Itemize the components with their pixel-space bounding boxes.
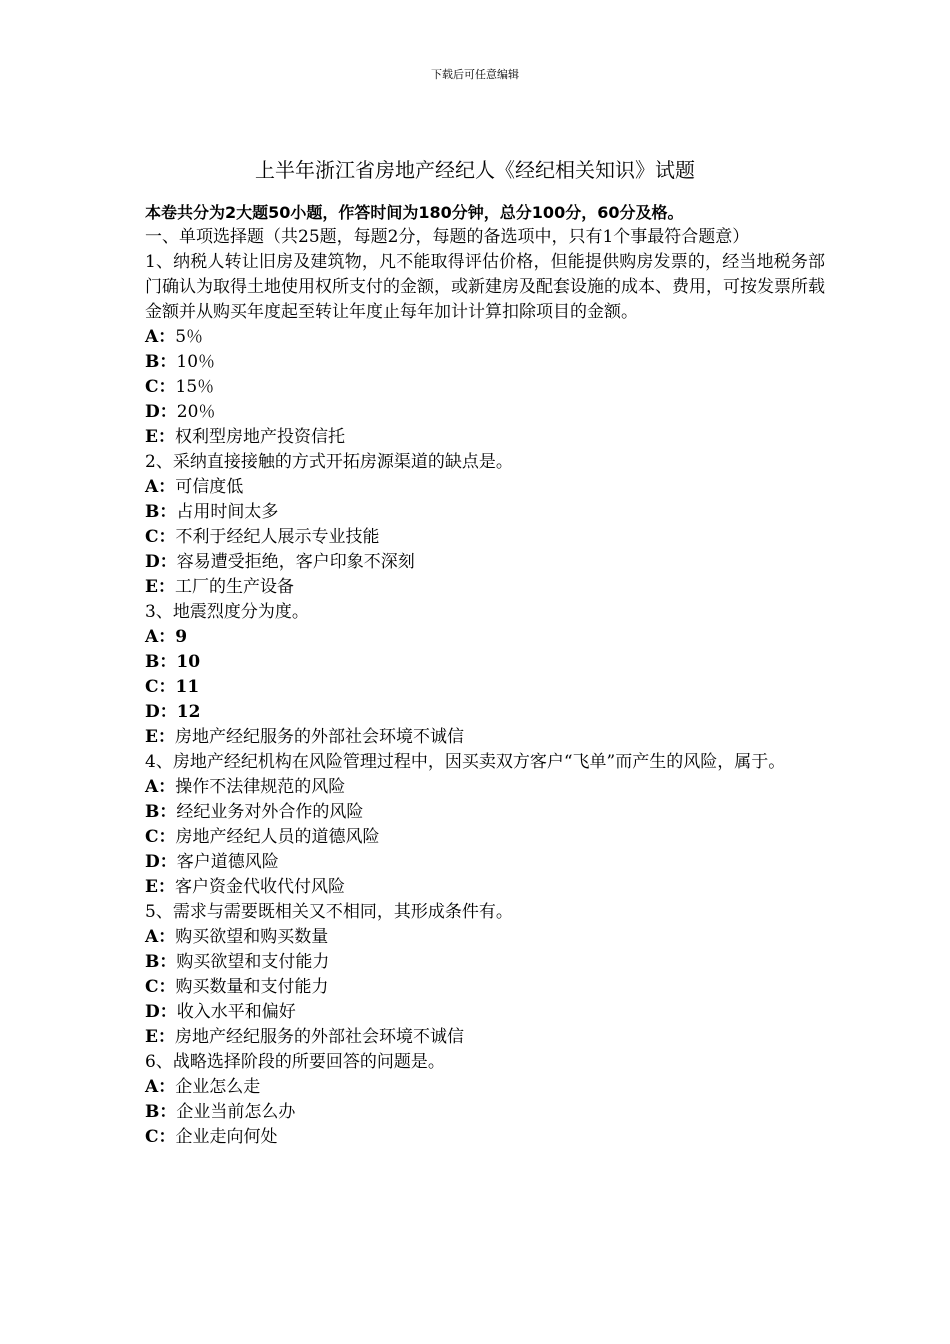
option-letter: B： <box>145 502 177 522</box>
option-letter: E： <box>145 877 175 897</box>
option-letter: D： <box>145 702 177 722</box>
option-text: 容易遭受拒绝，客户印象不深刻 <box>176 552 415 572</box>
question-block <box>145 600 825 750</box>
question-text: 4、房地产经纪机构在风险管理过程中，因买卖双方客户“飞单”而产生的风险，属于。 <box>145 752 786 772</box>
answer-option <box>145 775 825 800</box>
answer-option <box>145 425 825 450</box>
option-text: 9 <box>175 627 188 647</box>
answer-option <box>145 550 825 575</box>
answer-option <box>145 1125 825 1150</box>
option-letter: D： <box>145 402 177 422</box>
option-text: 5％ <box>175 327 204 347</box>
option-text: 企业当前怎么办 <box>176 1102 296 1122</box>
option-letter: A： <box>145 627 176 647</box>
answer-option <box>145 1075 825 1100</box>
option-letter: C： <box>145 827 176 847</box>
option-letter: D： <box>145 852 177 872</box>
option-text: 不利于经纪人展示专业技能 <box>175 527 380 547</box>
option-text: 购买欲望和购买数量 <box>175 927 329 947</box>
option-letter: E： <box>145 577 175 597</box>
question-block <box>145 1050 825 1150</box>
answer-option <box>145 950 825 975</box>
answer-option <box>145 375 825 400</box>
option-text: 购买数量和支付能力 <box>175 977 329 997</box>
answer-option <box>145 925 825 950</box>
option-letter: E： <box>145 427 175 447</box>
option-text: 经纪业务对外合作的风险 <box>176 802 364 822</box>
option-letter: A： <box>145 327 176 347</box>
option-text: 15％ <box>175 377 215 397</box>
option-text: 房地产经纪服务的外部社会环境不诚信 <box>174 727 464 747</box>
option-text: 购买欲望和支付能力 <box>176 952 330 972</box>
exam-intro: 本卷共分为2大题50小题，作答时间为180分钟，总分100分，60分及格。 <box>145 203 684 222</box>
option-letter: B： <box>145 1102 177 1122</box>
question-block <box>145 450 825 600</box>
option-letter: B： <box>145 952 177 972</box>
answer-option <box>145 675 825 700</box>
answer-option <box>145 1000 825 1025</box>
answer-option <box>145 800 825 825</box>
option-letter: A： <box>145 1077 176 1097</box>
option-text: 权利型房地产投资信托 <box>174 427 345 447</box>
answer-option <box>145 1025 825 1050</box>
question-text: 2、采纳直接接触的方式开拓房源渠道的缺点是。 <box>145 452 513 472</box>
answer-option <box>145 400 825 425</box>
question-block <box>145 750 825 900</box>
option-letter: D： <box>145 552 177 572</box>
answer-option <box>145 825 825 850</box>
answer-option <box>145 350 825 375</box>
option-text: 可信度低 <box>175 477 244 497</box>
option-text: 房地产经纪服务的外部社会环境不诚信 <box>174 1027 464 1047</box>
option-text: 客户道德风险 <box>176 852 279 872</box>
option-text: 企业怎么走 <box>175 1077 261 1097</box>
answer-option <box>145 475 825 500</box>
answer-option <box>145 650 825 675</box>
question-block <box>145 900 825 1050</box>
answer-option <box>145 625 825 650</box>
question-text: 1、纳税人转让旧房及建筑物，凡不能取得评估价格，但能提供购房发票的，经当地税务部门确认为取得土地使用权所支付的金额，或新建房及配套设施的成本、费用，可按发票所载金额并从购买年度起至转让年度止每年加计计算扣除项目的金额。 <box>145 252 825 322</box>
option-text: 11 <box>175 677 200 697</box>
option-text: 房地产经纪人员的道德风险 <box>175 827 380 847</box>
option-text: 收入水平和偏好 <box>176 1002 296 1022</box>
answer-option <box>145 575 825 600</box>
answer-option <box>145 525 825 550</box>
answer-option <box>145 325 825 350</box>
answer-option <box>145 1100 825 1125</box>
option-text: 12 <box>176 702 201 722</box>
question-text: 5、需求与需要既相关又不相同，其形成条件有。 <box>145 902 513 922</box>
answer-option <box>145 725 825 750</box>
option-text: 占用时间太多 <box>176 502 279 522</box>
option-text: 操作不法律规范的风险 <box>175 777 346 797</box>
answer-option <box>145 875 825 900</box>
answer-option <box>145 850 825 875</box>
option-letter: C： <box>145 527 176 547</box>
option-text: 工厂的生产设备 <box>174 577 294 597</box>
option-text: 10 <box>176 652 201 672</box>
answer-option <box>145 500 825 525</box>
answer-option <box>145 700 825 725</box>
question-text: 3、地震烈度分为度。 <box>145 602 309 622</box>
option-letter: A： <box>145 477 176 497</box>
answer-option <box>145 975 825 1000</box>
header-note: 下载后可任意编辑 <box>431 68 519 81</box>
option-text: 客户资金代收代付风险 <box>174 877 345 897</box>
option-text: 企业走向何处 <box>175 1127 278 1147</box>
option-letter: B： <box>145 652 177 672</box>
option-letter: C： <box>145 1127 176 1147</box>
question-block <box>145 250 825 450</box>
option-letter: A： <box>145 927 176 947</box>
option-letter: B： <box>145 352 177 372</box>
option-text: 10％ <box>176 352 216 372</box>
option-letter: D： <box>145 1002 177 1022</box>
option-letter: E： <box>145 1027 175 1047</box>
question-text: 6、战略选择阶段的所要回答的问题是。 <box>145 1052 445 1072</box>
section-heading: 一、单项选择题（共25题，每题2分，每题的备选项中，只有1个事最符合题意） <box>145 227 750 247</box>
option-letter: A： <box>145 777 176 797</box>
document-body <box>145 200 825 1150</box>
option-letter: C： <box>145 977 176 997</box>
option-text: 20％ <box>176 402 216 422</box>
option-letter: C： <box>145 377 176 397</box>
document-title: 上半年浙江省房地产经纪人《经纪相关知识》试题 <box>255 158 695 182</box>
option-letter: E： <box>145 727 175 747</box>
option-letter: B： <box>145 802 177 822</box>
option-letter: C： <box>145 677 176 697</box>
